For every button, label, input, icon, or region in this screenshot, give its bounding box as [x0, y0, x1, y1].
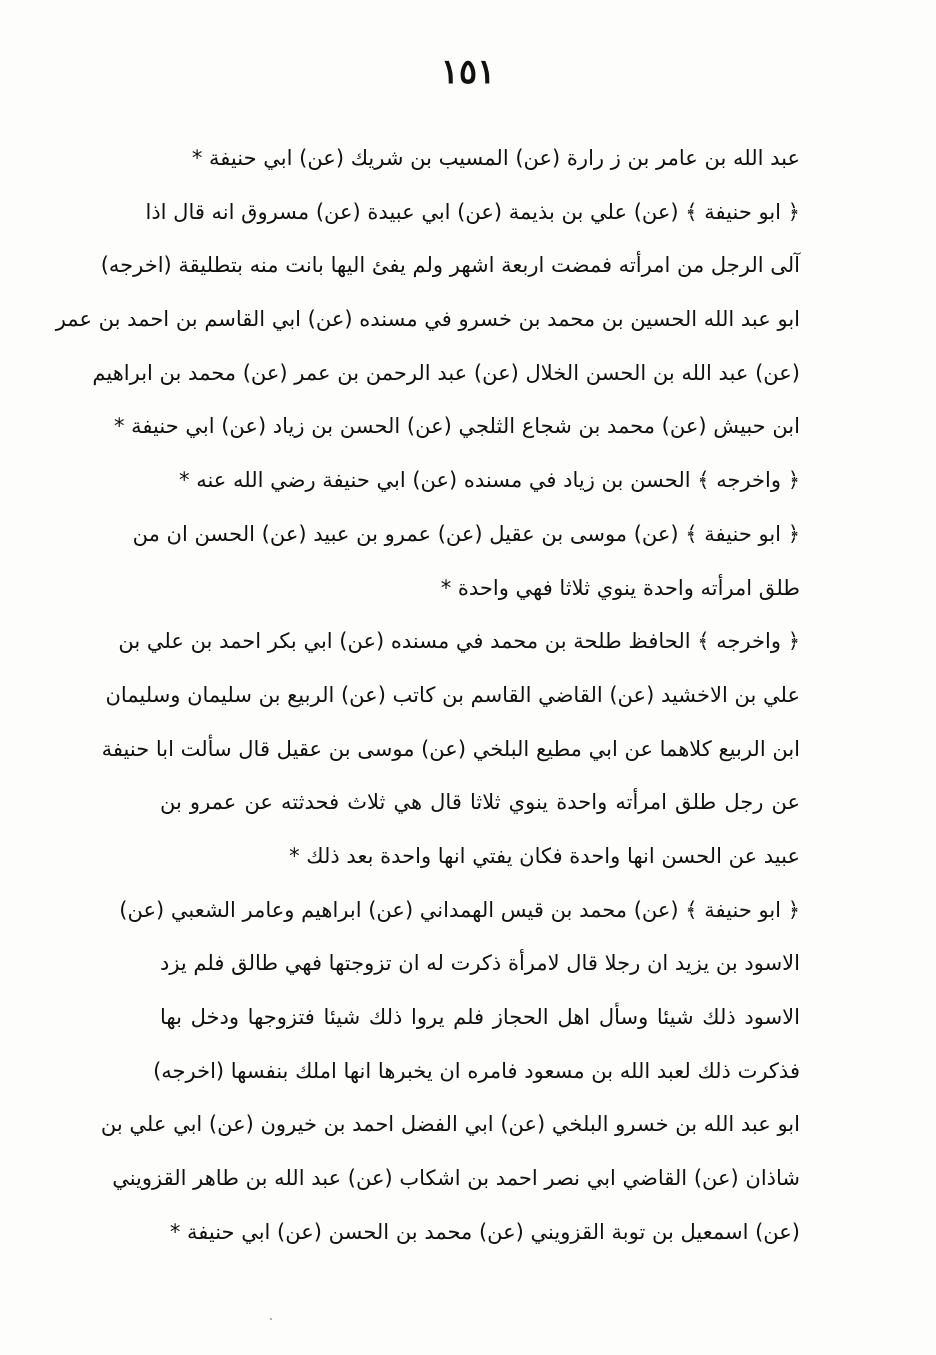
text-line-11: علي بن الاخشيد (عن) القاضي القاسم بن كاتب (عن) الربيع بن سليمان وسليمان	[105, 682, 800, 707]
text-line-13: عن رجل طلق امرأته واحدة ينوي ثلاثا قال هي ثلاث فحدثته عن عمرو بن	[160, 790, 800, 815]
text-line-5: (عن) عبد الله بن الحسن الخلال (عن) عبد الرحمن بن عمر (عن) محمد بن ابراهيم	[92, 360, 800, 385]
text-line-7: ﴿ واخرجه ﴾ الحسن بن زياد في مسنده (عن) ابي حنيفة رضي الله عنه *	[179, 468, 800, 493]
text-line-3: آلى الرجل من امرأته فمضت اربعة اشهر ولم يفئ اليها بانت منه بتطليقة (اخرجه)	[100, 253, 800, 278]
text-line-12: ابن الربيع كلاهما عن ابي مطيع البلخي (عن) موسى بن عقيل قال سألت ابا حنيفة	[101, 736, 800, 761]
text-line-17: الاسود ذلك شيئا وسأل اهل الحجاز فلم يروا ذلك شيئا فتزوجها ودخل بها	[160, 1005, 800, 1029]
text-line-2: ﴿ ابو حنيفة ﴾ (عن) علي بن بذيمة (عن) ابي عبيدة (عن) مسروق انه قال اذا	[145, 199, 800, 224]
text-line-16: الاسود بن يزيد ان رجلا قال لامرأة ذكرت له ان تزوجتها فهي طالق فلم يزد	[159, 951, 800, 976]
text-line-4: ابو عبد الله الحسين بن محمد بن خسرو في مسنده (عن) ابي القاسم بن احمد بن عمر	[55, 307, 800, 332]
body-text	[55, 132, 800, 1259]
page-number: ١٥١	[440, 52, 496, 92]
text-line-21: (عن) اسمعيل بن توبة القزويني (عن) محمد بن الحسن (عن) ابي حنيفة *	[169, 1219, 800, 1244]
text-line-14: عبيد عن الحسن انها واحدة فكان يفتي انها واحدة بعد ذلك *	[289, 843, 800, 868]
text-line-19: ابو عبد الله بن خسرو البلخي (عن) ابي الفضل احمد بن خيرون (عن) ابي علي بن	[100, 1112, 800, 1137]
text-line-15: ﴿ ابو حنيفة ﴾ (عن) محمد بن قيس الهمداني (عن) ابراهيم وعامر الشعبي (عن)	[119, 897, 800, 922]
text-line-20: شاذان (عن) القاضي ابي نصر احمد بن اشكاب (عن) عبد الله بن طاهر القزويني	[112, 1166, 800, 1191]
text-line-18: فذكرت ذلك لعبد الله بن مسعود فامره ان يخبرها انها املك بنفسها (اخرجه)	[153, 1058, 800, 1083]
text-line-6: ابن حبيش (عن) محمد بن شجاع الثلجي (عن) الحسن بن زياد (عن) ابي حنيفة *	[113, 414, 800, 439]
scan-speck	[270, 1318, 272, 1320]
text-line-8: ﴿ ابو حنيفة ﴾ (عن) موسى بن عقيل (عن) عمرو بن عبيد (عن) الحسن ان من	[132, 521, 800, 546]
text-line-10: ﴿ واخرجه ﴾ الحافظ طلحة بن محمد في مسنده (عن) ابي بكر احمد بن علي بن	[118, 629, 800, 654]
text-line-9: طلق امرأته واحدة ينوي ثلاثا فهي واحدة *	[440, 575, 800, 600]
text-line-1: عبد الله بن عامر بن ز رارة (عن) المسيب بن شريك (عن) ابي حنيفة *	[191, 146, 800, 170]
